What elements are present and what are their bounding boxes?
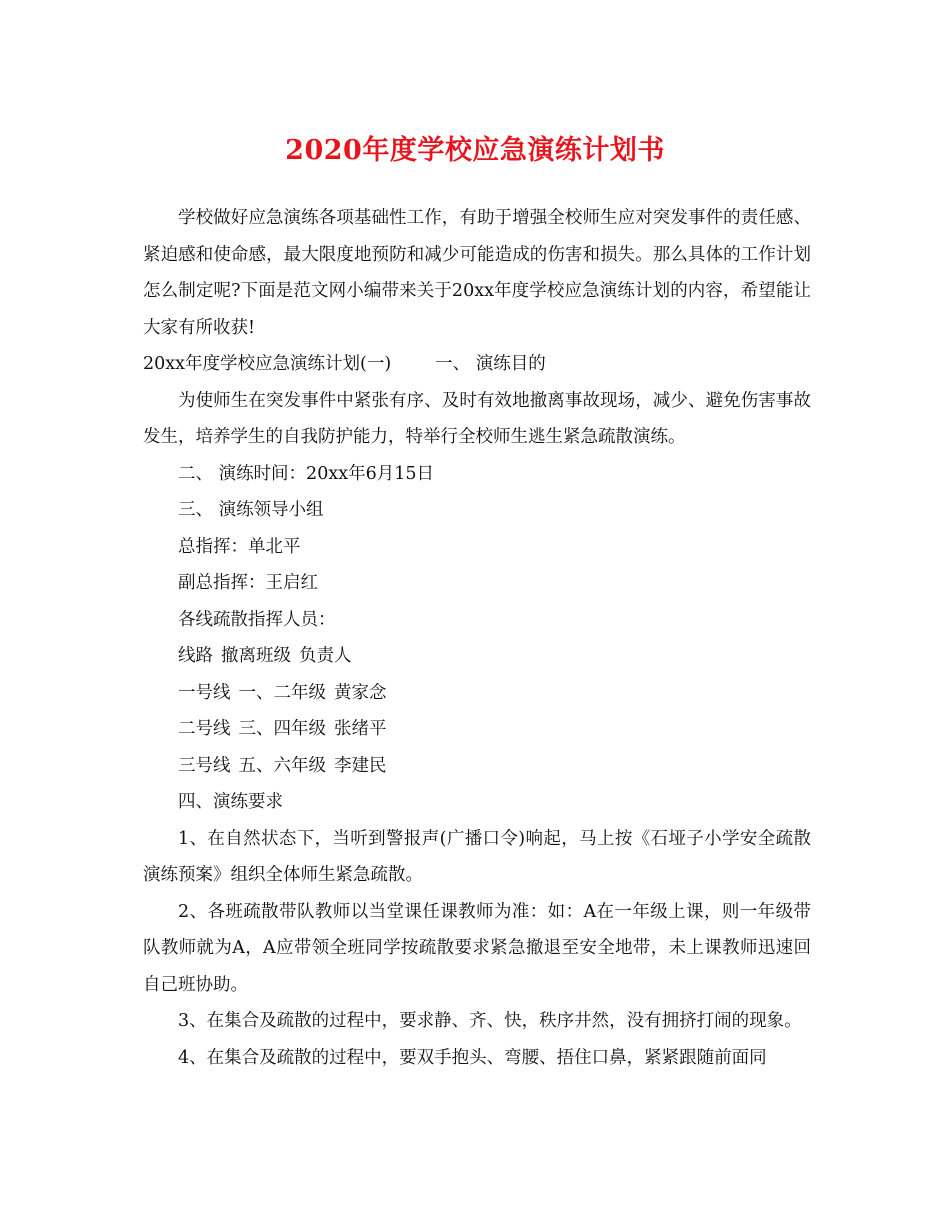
- routes-header-leader: 负责人: [299, 646, 352, 666]
- section-3-heading: 三、 演练领导小组: [178, 500, 324, 520]
- plan-heading: 20xx年度学校应急演练计划(一): [143, 354, 392, 374]
- document-title: 2020年度学校应急演练计划书: [285, 135, 665, 166]
- requirement-paragraph: 1、在自然状态下，当听到警报声(广播口令)响起，马上按《石垭子小学安全疏散演练预案》组织全体师生紧急疏散。: [143, 828, 811, 885]
- routes-row: [143, 711, 811, 748]
- route-name: 三号线: [178, 755, 231, 776]
- section-2-line: 二、 演练时间：20xx年6月15日: [178, 463, 434, 484]
- plan-heading-line: [143, 346, 811, 383]
- purpose-paragraph: 为使师生在突发事件中紧张有序、及时有效地撤离事故现场，减少、避免伤害事故发生，培养学生的自我防护能力，特举行全校师生逃生紧急疏散演练。: [143, 390, 811, 447]
- document-body: [143, 200, 811, 1076]
- route-name: 二号线: [178, 719, 231, 739]
- section-1-heading: 一、 演练目的: [435, 354, 546, 374]
- route-classes: 一、二年级: [238, 682, 326, 703]
- routes-row: [143, 675, 811, 712]
- section-4-heading: 四、演练要求: [178, 792, 283, 812]
- routes-row: [143, 748, 811, 785]
- intro-paragraph: 学校做好应急演练各项基础性工作，有助于增强全校师生应对突发事件的责任感、紧迫感和使命感，最大限度地预防和减少可能造成的伤害和损失。那么具体的工作计划怎么制定呢?下面是范文网小编带来关于20xx年度学校应急演练计划的内容，希望能让大家有所收获!: [143, 208, 811, 338]
- commander-line: 总指挥：单北平: [178, 536, 301, 557]
- requirement-paragraph: 3、在集合及疏散的过程中，要求静、齐、快，秩序井然，没有拥挤打闹的现象。: [178, 1011, 802, 1031]
- route-classes: 三、四年级: [238, 719, 326, 739]
- route-leader: 黄家念: [334, 682, 387, 703]
- routes-header-row: [143, 638, 811, 675]
- routes-header-route: 线路: [178, 646, 213, 666]
- route-name: 一号线: [178, 682, 231, 703]
- line-commanders-label: 各线疏散指挥人员：: [178, 609, 336, 630]
- route-leader: 李建民: [334, 755, 387, 776]
- deputy-commander-line: 副总指挥：王启红: [178, 573, 318, 593]
- route-classes: 五、六年级: [238, 755, 326, 776]
- routes-header-classes: 撤离班级: [221, 646, 291, 666]
- requirement-paragraph: 4、在集合及疏散的过程中，要双手抱头、弯腰、捂住口鼻，紧紧跟随前面同: [178, 1047, 767, 1068]
- route-leader: 张绪平: [334, 719, 387, 739]
- requirement-paragraph: 2、各班疏散带队教师以当堂课任课教师为准：如：A在一年级上课，则一年级带队教师就为A，A应带领全班同学按疏散要求紧急撤退至安全地带，未上课教师迅速回自己班协助。: [143, 901, 811, 995]
